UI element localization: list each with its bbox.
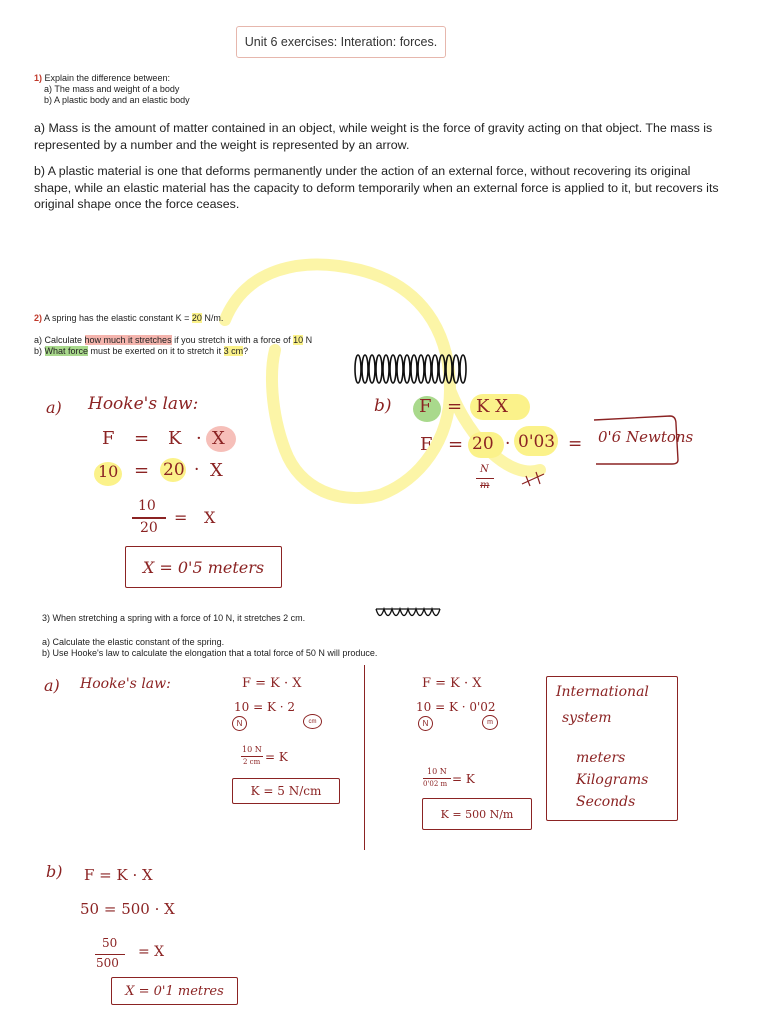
q2-hw-result-a: X = 0'5 meters [142,557,265,577]
q2-hw-eq1-K: K [168,428,182,449]
q3-l-result-box [232,778,340,804]
q3-prompt: 3) When stretching a spring with a force of 10 N, it stretches 2 cm. [42,613,306,623]
q2-hw-b-unit-N: N [480,464,489,475]
q3-hw-l-unit-cm: cm [303,714,322,729]
q2-hw-b-F: F [419,396,432,417]
q3-hw-l-unit-n: N [232,716,247,731]
q2-hw-a-label: a) [46,398,62,417]
q3-hw-a-label: a) [44,676,60,695]
q1-answer-b: b) A plastic material is one that deforms permanently under the action of an external force, without recovering its original shape, while an elastic material has the capacity to deform temporarily when an external force is applied to it, but recovers its original shape once the force ceases. [34,164,719,211]
q2-prompt-post: N/m. [201,313,224,323]
q2-hw-b-eq: = [447,396,463,417]
q2-b-post: ? [243,346,249,356]
q2-result-a-box [125,546,282,588]
q2-a-hl2: 10 [293,335,304,345]
q3-hw-l-result: K = 5 N/cm [250,784,322,798]
q3-item-b: b) Use Hooke's law to calculate the elongation that a total force of 50 N will produce. [42,648,378,658]
q2-item-a [34,335,312,346]
q3-hw-r-frac-num: 10 N [427,767,447,776]
q3-hw-b-frac-num: 50 [102,936,118,950]
q2-hw-eq2-X: X [210,460,223,481]
q3-hw-l-frac-line [241,756,263,757]
q2-b-pre: b) [34,346,45,356]
q2-hw-eq2-20: 20 [163,460,185,480]
q2-hw-frac-line [132,517,166,519]
q3-hw-b-frac-den: 500 [96,956,119,970]
q3-b-result-box [111,977,238,1005]
page-title: Unit 6 exercises: Interation: forces. [236,26,446,58]
q2-hw-eq1-F: F [102,428,115,449]
q3-column-divider [364,665,365,850]
q2-hw-b-unit-m: m [480,480,490,491]
q2-hw-b-result: 0'6 Newtons [598,428,694,446]
q2-hw-hookes-law: Hooke's law: [88,394,199,414]
q2-item-b [34,346,248,357]
q2-b-hl2: 3 cm [223,346,244,356]
q2-hw-b-eq2-eq: = [448,434,464,455]
q3-hw-l-eq2: 10 = K · 2 [234,700,295,714]
q3-hw-l-frac-rhs: = K [265,750,288,764]
q2-hw-b-label: b) [374,396,392,416]
q2-prompt-pre: A spring has the elastic constant K = [44,313,192,323]
q2-hw-frac-eq: = [174,508,188,527]
q2-hw-frac-X: X [204,508,216,527]
q2-hw-frac-den: 20 [140,520,158,536]
q1-item-b: b) A plastic body and an elastic body [44,95,190,105]
spring-icon [354,353,470,385]
q3-hw-r-frac-rhs: = K [452,772,475,786]
q2-a-hl: how much it stretches [84,335,172,345]
q3-hw-b-label: b) [46,862,63,881]
q2-hw-b-KX: K X [476,396,508,417]
q3-hw-b-eq2: 50 = 500 · X [80,900,175,918]
q2-prompt [34,313,223,324]
q2-hw-eq1-X: X [212,428,225,449]
q2-hw-b-eq2-dot: · [505,434,511,454]
q3-hw-r-result: K = 500 N/m [440,807,514,821]
q2-hw-b-eq2-F: F [420,434,433,455]
si-line-2: system [562,710,612,726]
q3-hw-r-eq1: F = K · X [422,676,482,691]
q2-hw-eq1-eq: = [134,428,150,449]
q3-hw-r-unit-n: N [418,716,433,731]
q3-hw-b-result: X = 0'1 metres [125,983,224,999]
q3-item-a: a) Calculate the elastic constant of the spring. [42,637,225,647]
q1-item-a: a) The mass and weight of a body [44,84,180,94]
q2-a-mid: if you stretch it with a force of [171,335,294,345]
si-line-1: International [556,684,649,700]
si-line-4: Kilograms [576,772,649,788]
q2-hw-b-eq2-003: 0'03 [518,432,556,452]
q1-answer-a: a) Mass is the amount of matter contained in an object, while weight is the force of gravity acting on that object. The mass is represented by a number and the weight is represented by an arrow. [34,121,713,152]
q3-hw-b-frac-rhs: = X [138,944,165,960]
q2-a-post: N [303,335,313,345]
q3-hw-l-eq1: F = K · X [242,676,302,691]
q2-prompt-hl: 20 [191,313,202,323]
q1-prompt-text: Explain the difference between: [44,73,170,83]
q2-number: 2) [34,313,43,323]
q3-hw-b-eq1: F = K · X [84,866,153,884]
q2-hw-b-unit-line [476,478,494,479]
si-line-5: Seconds [576,794,636,810]
si-line-3: meters [576,750,626,766]
q2-hw-b-eq2-eq2: = [568,434,583,454]
small-spring-icon [374,606,442,622]
q2-b-mid: must be exerted on it to stretch it [88,346,224,356]
q2-hw-eq2-10: 10 [98,462,119,481]
q2-hw-eq2-dot: · [194,460,200,480]
q2-a-pre: a) Calculate [34,335,85,345]
q3-hw-r-unit-m: m [482,715,498,730]
q2-hw-frac-num: 10 [138,498,156,514]
q3-r-result-box [422,798,532,830]
q3-hw-l-frac-den: 2 cm [243,758,261,766]
q3-hw-r-eq2: 10 = K · 0'02 [416,700,496,714]
q2-hw-strike-mark [518,468,548,490]
q2-b-hl: What force [44,346,89,356]
q2-hw-eq1-dot: · [196,428,202,449]
q3-hw-r-frac-den: 0'02 m [423,780,448,788]
q3-hw-r-frac-line [423,778,451,779]
q1-number: 1) [34,73,43,83]
q2-hw-eq2-eq: = [134,460,150,481]
q3-hw-hookes-law: Hooke's law: [80,676,171,692]
q3-hw-l-frac-num: 10 N [242,745,262,754]
q2-hw-b-eq2-20: 20 [472,434,494,454]
